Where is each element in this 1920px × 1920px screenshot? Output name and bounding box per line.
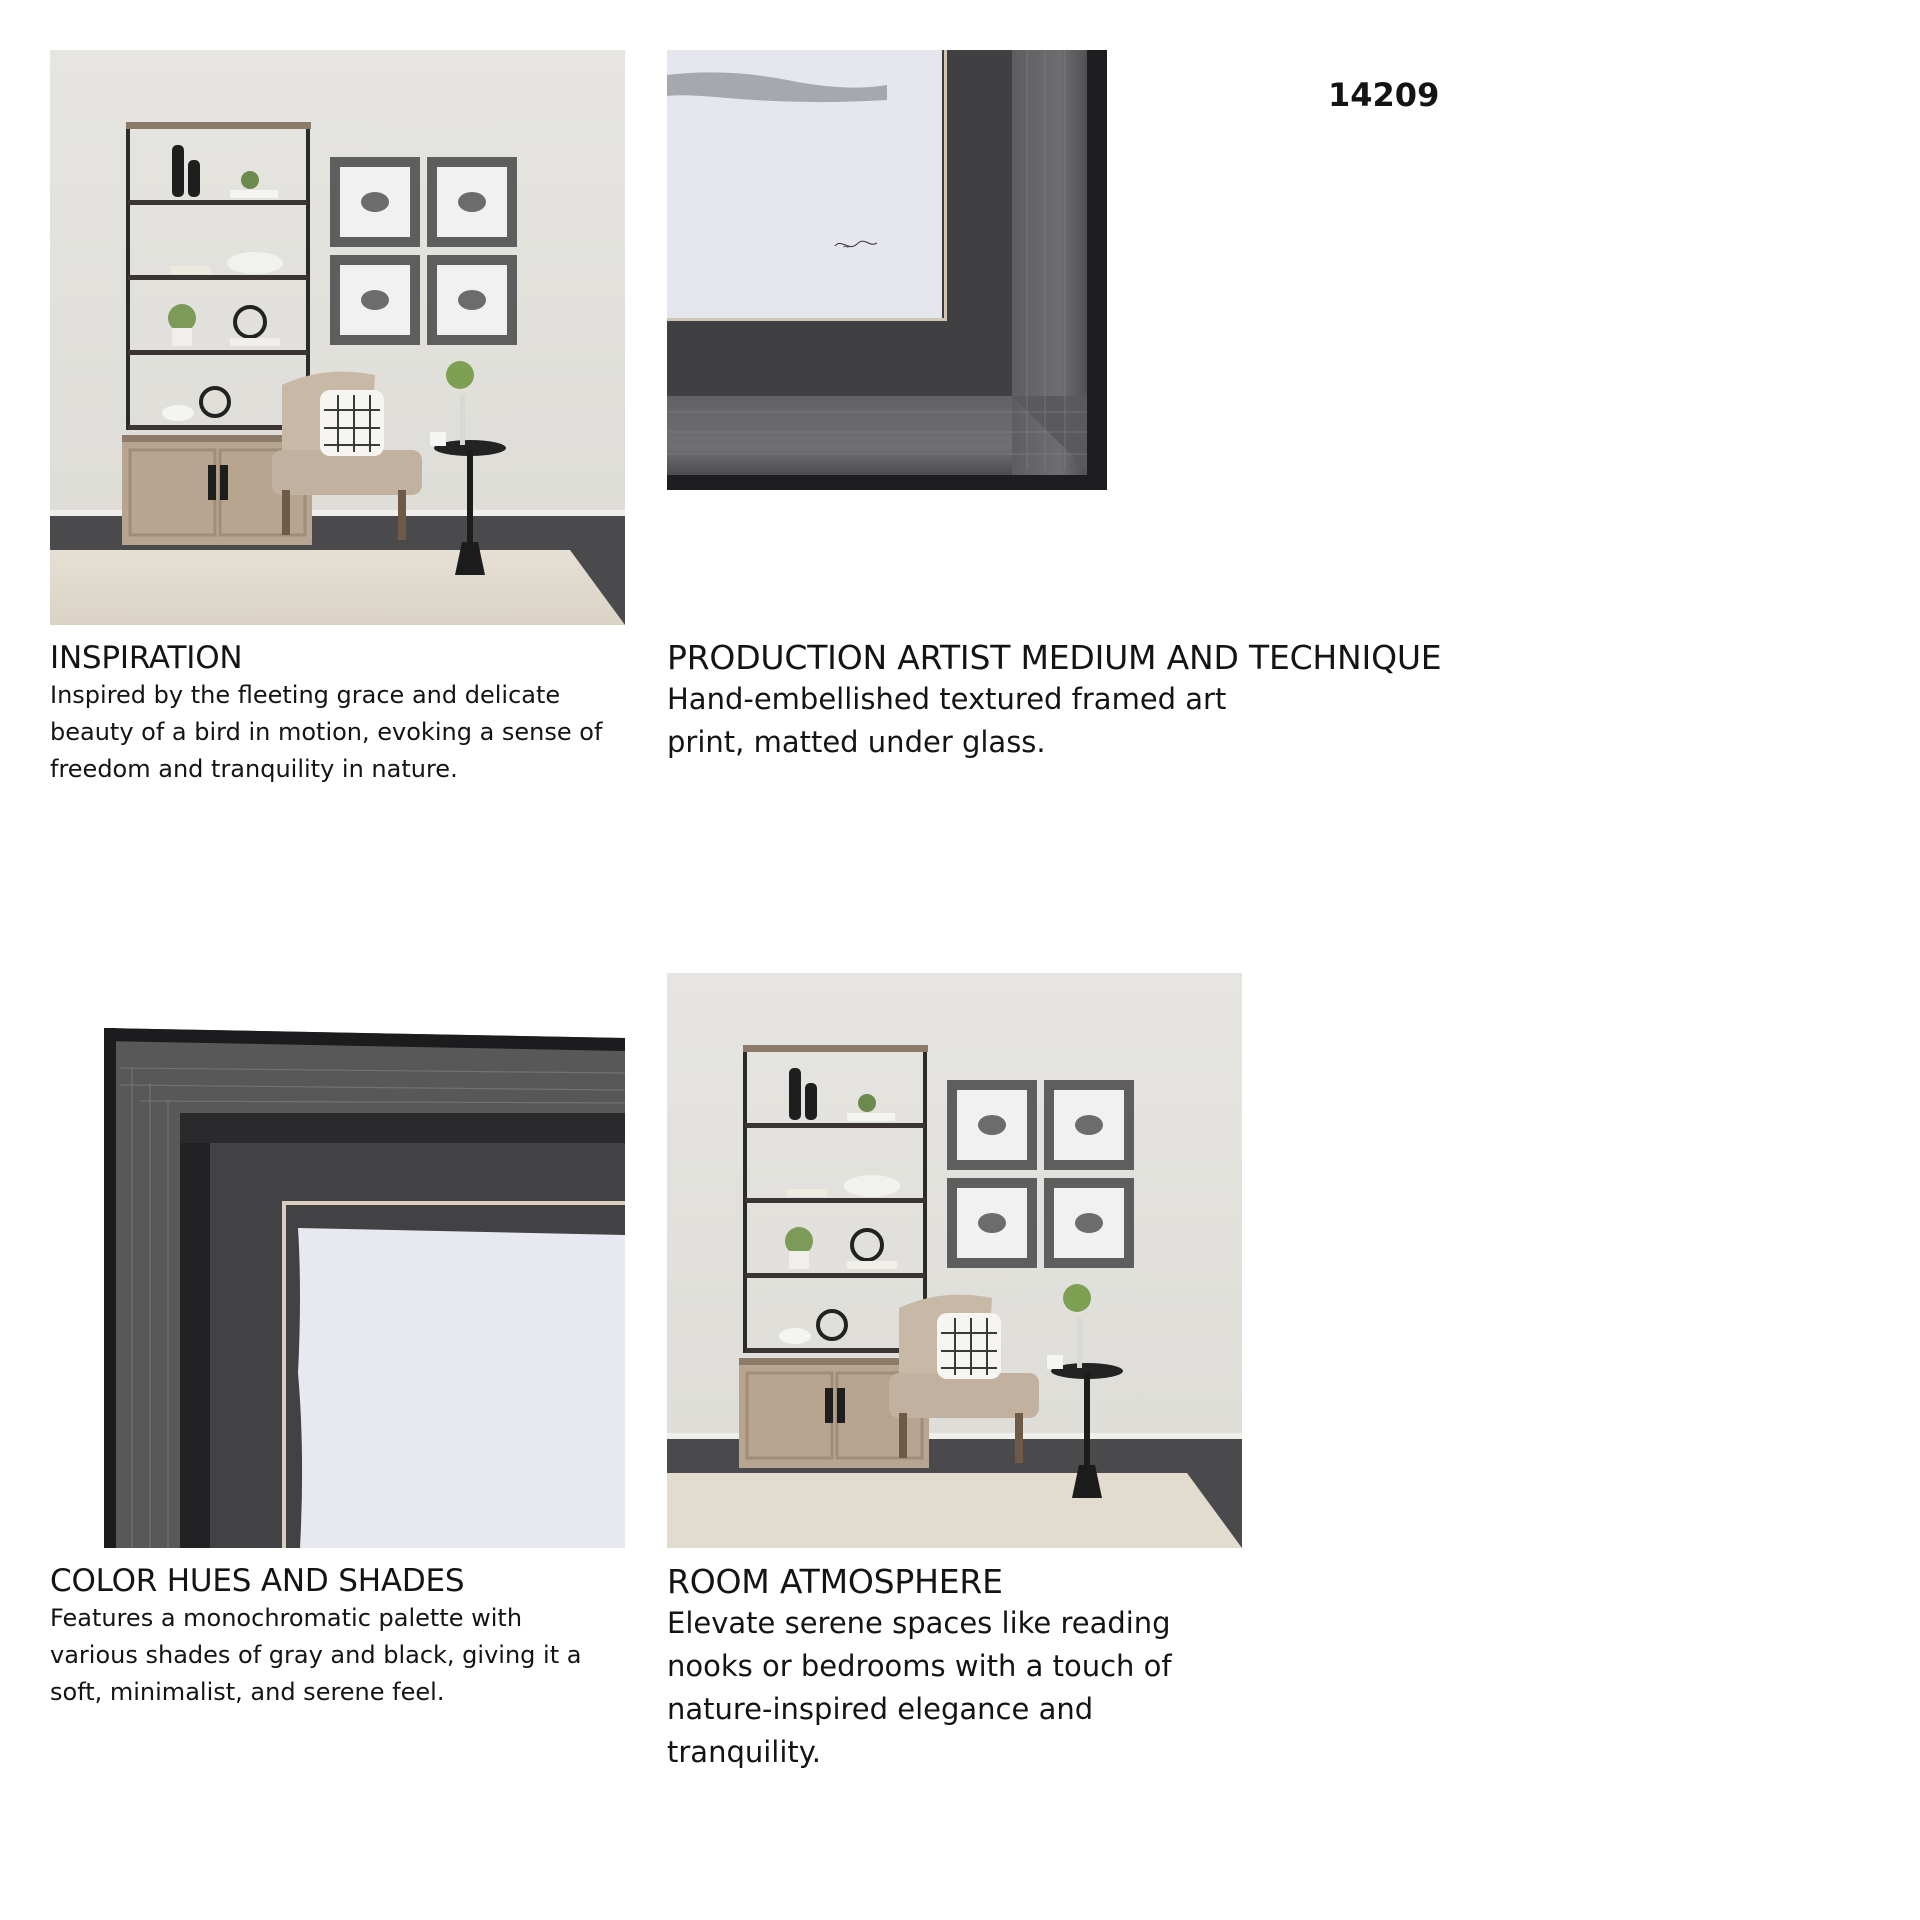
product-code: 14209: [1328, 76, 1440, 114]
inspiration-heading: INSPIRATION: [50, 640, 243, 676]
medium-text: Hand-embellished textured framed art print, matted under glass.: [667, 682, 1227, 759]
color-text: Features a monochromatic palette with various shades of gray and black, giving it a soft, minimalist, and serene feel.: [50, 1604, 582, 1706]
room-heading: ROOM ATMOSPHERE: [667, 1562, 1003, 1601]
room-atmosphere-photo: [667, 973, 1242, 1548]
svg-text:~: ~: [842, 240, 852, 253]
frame-corner-detail-photo: [667, 50, 1107, 490]
inspiration-text: Inspired by the fleeting grace and delicate beauty of a bird in motion, evoking a sense of freedom and tranquility in nature.: [50, 681, 603, 783]
room-text: Elevate serene spaces like reading nooks or bedrooms with a touch of nature-inspired elegance and tranquility.: [667, 1606, 1172, 1769]
medium-heading: PRODUCTION ARTIST MEDIUM AND TECHNIQUE: [667, 638, 1442, 677]
frame-corner-closeup-photo: [50, 973, 625, 1548]
color-heading: COLOR HUES AND SHADES: [50, 1563, 465, 1599]
inspiration-room-photo: [50, 50, 625, 625]
